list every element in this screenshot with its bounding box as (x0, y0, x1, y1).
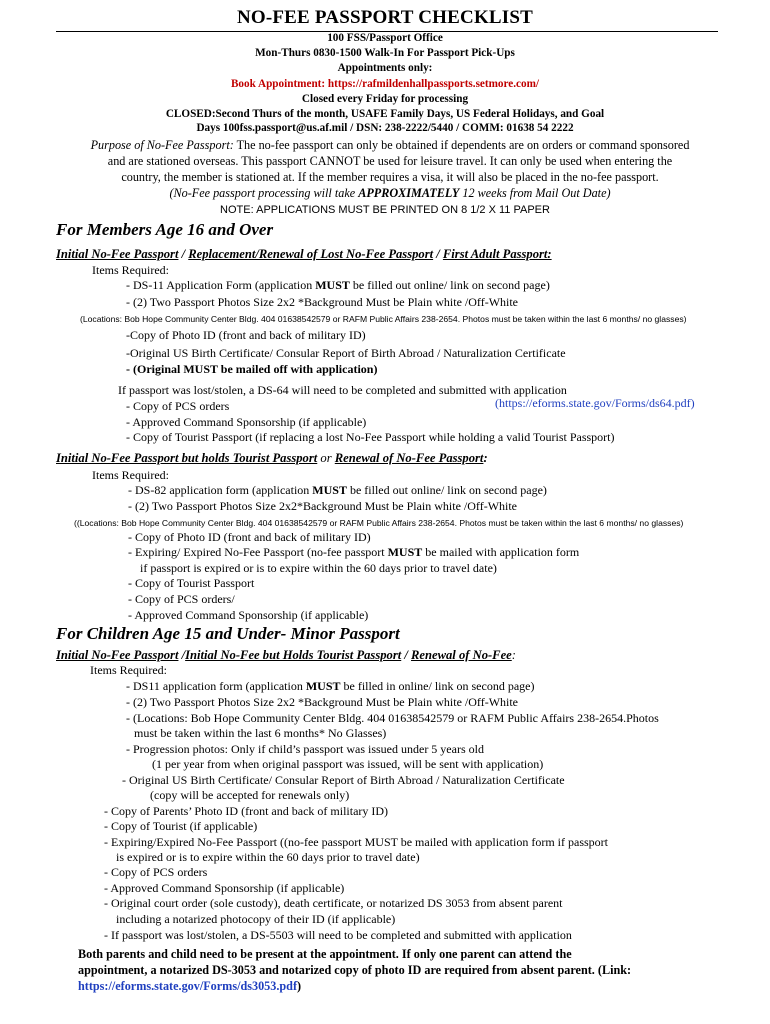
list-item: - Approved Command Sponsorship (if applicable) (126, 415, 367, 429)
section-subheading-adults: Initial No-Fee Passport / Replacement/Renewal of Lost No-Fee Passport / First Adult Passport: (56, 247, 552, 261)
section-subheading-children: Initial No-Fee Passport /Initial No-Fee but Holds Tourist Passport / Renewal of No-Fee: (56, 648, 516, 662)
items-required-label: Items Required: (92, 468, 169, 482)
section-heading-adults: For Members Age 16 and Over (56, 220, 274, 239)
photo-locations-note: ((Locations: Bob Hope Community Center Bldg. 404 01638542579 or RAFM Public Affairs 238-2654. Photos must be taken within the last 6 months/ no glasses) (74, 518, 684, 528)
list-item: - (2) Two Passport Photos Size 2x2*Background Must be Plain white /Off-White (128, 499, 518, 513)
list-item: - If passport was lost/stolen, a DS-5503 will need to be completed and submitted with application (104, 928, 572, 942)
notice-line-3: https://eforms.state.gov/Forms/ds3053.pdf) (78, 979, 302, 993)
list-item: - DS-82 application form (application MUST be filled out online/ link on second page) (128, 483, 547, 497)
list-item: -Original US Birth Certificate/ Consular Report of Birth Abroad / Naturalization Certificate (126, 346, 566, 360)
purpose-line-3: country, the member is stationed at. If the member requires a visa, it will also be placed in the no-fee passport. (121, 170, 659, 184)
parents-present-notice (78, 946, 738, 994)
ds3053-link[interactable]: https://eforms.state.gov/Forms/ds3053.pdf (78, 979, 298, 993)
hours-line: Mon-Thurs 0830-1500 Walk-In For Passport Pick-Ups (255, 47, 515, 59)
list-item: - Copy of PCS orders/ (128, 592, 235, 606)
list-item-continued: is expired or is to expire within the 60 days prior to travel date) (116, 850, 420, 864)
purpose-paragraph (40, 137, 740, 201)
list-item-continued: including a notarized photocopy of their ID (if applicable) (116, 912, 396, 926)
items-required-label: Items Required: (90, 663, 167, 677)
purpose-line-1: The no-fee passport can only be obtained if dependents are on orders or command sponsored (233, 138, 690, 152)
list-item: - DS-11 Application Form (application MUST be filled out online/ link on second page) (126, 278, 550, 292)
list-item: - Expiring/Expired No-Fee Passport ((no-fee passport MUST be mailed with application form if passport (104, 835, 609, 849)
photo-locations-note: (Locations: Bob Hope Community Center Bldg. 404 01638542579 or RAFM Public Affairs 238-2654. Photos must be taken within the last 6 months/ no glasses) (80, 314, 687, 324)
notice-line-1: Both parents and child need to be present at the appointment. If only one parent can attend the (78, 947, 572, 961)
office-line: 100 FSS/Passport Office (327, 32, 443, 44)
list-item-continued: (copy will be accepted for renewals only) (150, 788, 350, 802)
contact-line: Days 100fss.passport@us.af.mil / DSN: 238-2222/5440 / COMM: 01638 54 2222 (196, 122, 574, 134)
items-required-label: Items Required: (92, 263, 169, 277)
list-item: - Expiring/ Expired No-Fee Passport (no-fee passport MUST be mailed with application form (128, 545, 580, 559)
ds64-link[interactable]: (https://eforms.state.gov/Forms/ds64.pdf) (495, 396, 695, 410)
print-note: NOTE: APPLICATIONS MUST BE PRINTED ON 8 1/2 X 11 PAPER (220, 204, 550, 216)
list-item: - (2) Two Passport Photos Size 2x2 *Background Must be Plain white /Off-White (126, 295, 519, 309)
lost-stolen-line: If passport was lost/stolen, a DS-64 will need to be completed and submitted with application (118, 383, 567, 397)
section-subheading-renewal: Initial No-Fee Passport but holds Tourist Passport or Renewal of No-Fee Passport: (56, 451, 488, 465)
book-appointment-link[interactable]: Book Appointment: https://rafmildenhallpassports.setmore.com/ (230, 78, 540, 90)
closed-days-line: CLOSED:Second Thurs of the month, USAFE Family Days, US Federal Holidays, and Goal (165, 108, 605, 120)
list-item: - Progression photos: Only if child’s passport was issued under 5 years old (126, 742, 484, 756)
purpose-label: Purpose of No-Fee Passport: (90, 138, 234, 152)
purpose-line-4: (No-Fee passport processing will take APPROXIMATELY 12 weeks from Mail Out Date) (169, 186, 611, 200)
list-item: - (Original MUST be mailed off with application) (126, 362, 378, 376)
list-item-continued: (1 per year from when original passport was issued, will be sent with application) (152, 757, 544, 771)
list-item: - Copy of Tourist (if applicable) (104, 819, 258, 833)
list-item: - Approved Command Sponsorship (if applicable) (128, 608, 369, 622)
section-heading-children: For Children Age 15 and Under- Minor Passport (56, 624, 400, 643)
list-item: - DS11 application form (application MUST be filled in online/ link on second page) (126, 679, 535, 693)
list-item: - Copy of PCS orders (126, 399, 230, 413)
appointments-line: Appointments only: (337, 62, 433, 74)
list-item: - Copy of PCS orders (104, 865, 208, 879)
list-item: - Copy of Photo ID (front and back of military ID) (128, 530, 371, 544)
list-item: - Copy of Parents’ Photo ID (front and back of military ID) (104, 804, 389, 818)
list-item: - Approved Command Sponsorship (if applicable) (104, 881, 345, 895)
list-item: - Copy of Tourist Passport (128, 576, 255, 590)
list-item: - (Locations: Bob Hope Community Center Bldg. 404 01638542579 or RAFM Public Affairs 238-2654.Photos (126, 711, 659, 725)
list-item-continued: if passport is expired or is to expire within the 60 days prior to travel date) (140, 561, 497, 575)
list-item: -Copy of Photo ID (front and back of military ID) (126, 328, 366, 342)
purpose-line-2: and are stationed overseas. This passport CANNOT be used for leisure travel. It can only be used when entering the (107, 154, 673, 168)
list-item: - Original court order (sole custody), death certificate, or notarized DS 3053 from absent parent (104, 896, 563, 910)
list-item: - Original US Birth Certificate/ Consular Report of Birth Abroad / Naturalization Certificate (122, 773, 565, 787)
list-item: - Copy of Tourist Passport (if replacing a lost No-Fee Passport while holding a valid Tourist Passport) (126, 430, 615, 444)
list-item-continued: must be taken within the last 6 months* No Glasses) (134, 726, 387, 740)
page-title: NO-FEE PASSPORT CHECKLIST (236, 7, 534, 28)
notice-line-2: appointment, a notarized DS-3053 and notarized copy of photo ID are required from absent parent. (Link: (78, 963, 632, 977)
closed-friday-line: Closed every Friday for processing (301, 93, 469, 105)
list-item: - (2) Two Passport Photos Size 2x2 *Background Must be Plain white /Off-White (126, 695, 519, 709)
